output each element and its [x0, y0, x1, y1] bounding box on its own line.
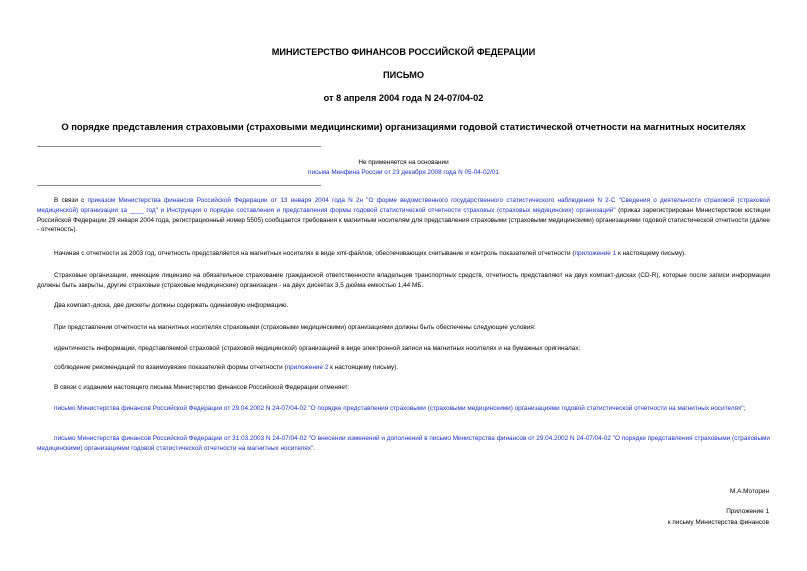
paragraph-7	[37, 363, 770, 373]
paragraph-5: При представлении отчетности на магнитных носителях страховыми (страховыми медицинскими) организациями должны быть обеспечены следующие условия:	[54, 324, 536, 331]
validity-note: Не применяется на основании	[358, 159, 449, 166]
paragraph-9-text-b: ;	[743, 405, 746, 412]
paragraph-1-text-a: В связи с	[54, 197, 88, 204]
appendix-1-link[interactable]: приложение 1	[574, 250, 617, 257]
paragraph-10	[37, 434, 770, 454]
paragraph-2	[37, 249, 770, 259]
paragraph-3: Страховые организации, имеющие лицензию на обязательное страхование гражданской ответственности владельцев транспортных средств, отчетность представляют на двух компакт-дисках (CD-R), которые после записи информации должны быть закрыты, другие страховые (страховые медицинские) организации - на двух дискетах 3,5 дюйма емкостью 1,44 МБ.	[37, 272, 770, 289]
paragraph-6: идентичность информации, представляемой страховой (страховой медицинской) организацией в виде электронной записи на магнитных носителях и на бумажных оригиналах;	[54, 345, 581, 352]
paragraph-4: Два компакт-диска, две дискеты должны содержать одинаковую информацию.	[54, 302, 289, 309]
appendix-2-link[interactable]: приложение 2	[286, 364, 329, 371]
paragraph-7-text-b: к настоящему письму).	[328, 364, 399, 371]
paragraph-8: В связи с изданием настоящего письма Министерство финансов Российской Федерации отменяет:	[54, 384, 350, 391]
paragraph-10-text-b: .	[313, 444, 315, 452]
appendix-reference: к письму Министерства финансов	[667, 519, 769, 526]
note-divider-bottom	[37, 185, 321, 186]
appendix-heading: Приложение 1	[726, 508, 769, 515]
document-type-heading: ПИСЬМО	[382, 70, 425, 80]
validity-note-link[interactable]: письма Минфина России от 23 декабря 2008 года N 05-04-02/01	[308, 169, 499, 176]
paragraph-2-text-a: Начиная с отчетности за 2003 год, отчетность представляется на магнитных носителях в виде xml-файлов, обеспечивающих считывание и контроль показателей отчетности (	[54, 250, 575, 257]
order-2n-link[interactable]: приказом Министерства финансов Российской Федерации от 13 января 2004 года N 2н "О форме ведомственного государственного статистического наблюдения N 2-С "Сведения о деятельности страховой (страховой медицинской) организации за ____ год" и Инструкции о порядке составления и представления формы годовой статистической отчетности страховых (страховых медицинских) организаций"	[37, 197, 770, 214]
paragraph-1-text-b: (приказ зарегистрирован Министерством юстиции Российской Федерации 29 января 2004 года, регистрационный номер 5505) сообщается требования к магнитным носителям для представления страховыми (страховыми медицинскими) организациями годовой статистической отчетности (далее - отчетность).	[37, 206, 770, 234]
paragraph-7-text-a: соблюдение рекомендаций по взаимоувязке показателей формы отчетности (	[54, 364, 287, 371]
paragraph-9	[37, 404, 770, 414]
paragraph-2-text-b: к настоящему письму).	[616, 250, 686, 257]
ministry-heading: МИНИСТЕРСТВО ФИНАНСОВ РОССИЙСКОЙ ФЕДЕРАЦИИ	[271, 47, 536, 57]
document-title: О порядке представления страховыми (страховыми медицинскими) организациями годовой статистической отчетности на магнитных носителях	[61, 121, 746, 132]
letter-2002-link[interactable]: письмо Министерства финансов Российской Федерации от 29.04.2002 N 24-07/04-02 "О порядке представления страховыми (страховыми медицинскими) организациями годовой статистической отчетности на магнитных носителях"	[54, 405, 744, 412]
paragraph-1	[37, 196, 770, 235]
date-number-heading: от 8 апреля 2004 года N 24-07/04-02	[323, 93, 484, 103]
letter-2003-link[interactable]: письмо Министерства финансов Российской Федерации от 31.03.2003 N 24-07/04-02 "О внесении изменений и дополнений в письмо Министерства финансов от 29.04.2002 N 24-07/04-02 "О порядке представления страховыми (страховыми медицинскими) организациями годовой статистической отчетности на магнитных носителях"	[37, 435, 770, 452]
signatory-name: М.А.Моторин	[729, 488, 769, 495]
note-divider-top	[37, 146, 321, 147]
